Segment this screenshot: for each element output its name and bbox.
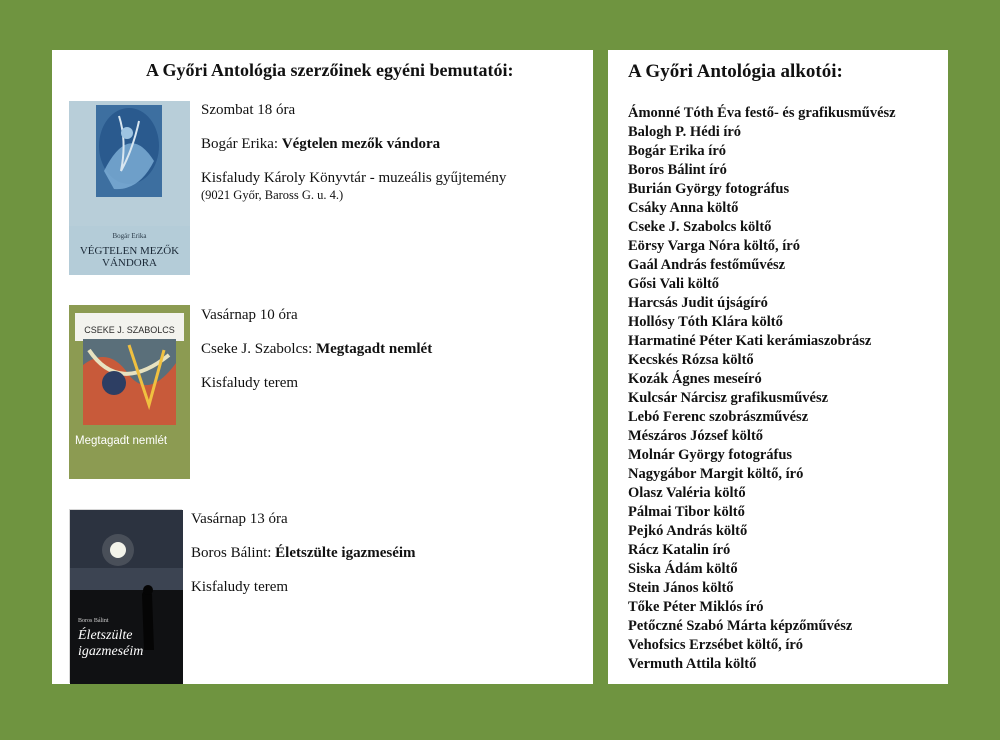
creator-item: Cseke J. Szabolcs költő [628, 219, 772, 235]
cover-title: VÉGTELEN MEZŐK VÁNDORA [79, 245, 180, 269]
creator-item: Pejkó András költő [628, 523, 748, 539]
cover-author: CSEKE J. SZABOLCS [84, 325, 175, 335]
creator-item: Vehofsics Erzsébet költő, író [628, 637, 804, 653]
event-author: Bogár Erika: [201, 136, 279, 152]
creator-item: Rácz Katalin író [628, 542, 731, 558]
event-address: (9021 Győr, Baross G. u. 4.) [201, 188, 344, 202]
creator-item: Gősi Vali költő [628, 276, 720, 292]
creator-item: Harmatiné Péter Kati kerámiaszobrász [628, 333, 872, 349]
event-venue: Kisfaludy Károly Könyvtár - muzeális gyűjtemény [201, 170, 507, 186]
event-book-title: Megtagadt nemlét [315, 341, 433, 357]
creator-item: Kozák Ágnes meseíró [628, 371, 762, 387]
creator-item: Kulcsár Nárcisz grafikusművész [628, 390, 829, 406]
creator-item: Tőke Péter Miklós író [628, 599, 764, 615]
creators-title: A Győri Antológia alkotói: [628, 61, 843, 82]
cover-author: Boros Bálint [78, 618, 109, 624]
creator-item: Siska Ádám költő [628, 561, 738, 577]
creator-item: Csáky Anna költő [628, 200, 739, 216]
creator-item: Petőczné Szabó Márta képzőművész [628, 618, 853, 634]
event-2 [201, 306, 432, 392]
events-title: A Győri Antológia szerzőinek egyéni bemutatói: [146, 60, 514, 80]
event-book-line [201, 340, 432, 358]
event-time: Vasárnap 10 óra [201, 307, 298, 323]
event-book-line [191, 544, 416, 562]
creator-item: Kecskés Rózsa költő [628, 352, 754, 368]
book-cover-vegtelen-mezok-vandora [69, 101, 190, 275]
event-1 [201, 101, 506, 203]
event-book-title: Végtelen mezők vándora [281, 136, 441, 152]
event-venue: Kisfaludy terem [201, 375, 299, 391]
events-panel [52, 50, 593, 684]
creator-item: Molnár György fotográfus [628, 447, 793, 463]
event-3 [191, 510, 416, 596]
creator-item: Mészáros József költő [628, 428, 764, 444]
creator-item: Lebó Ferenc szobrászművész [628, 409, 809, 425]
creator-item: Harcsás Judit újságíró [628, 295, 768, 311]
book-cover-eletszulte-igazmeseim [69, 509, 182, 683]
creators-panel [608, 50, 948, 684]
creator-item: Pálmai Tibor költő [628, 504, 745, 520]
event-author: Cseke J. Szabolcs: [201, 341, 313, 357]
book-cover-megtagadt-nemlet [69, 305, 190, 479]
event-time: Szombat 18 óra [201, 102, 296, 118]
event-author: Boros Bálint: [191, 545, 272, 561]
cover-title: Életszülte igazmeséim [78, 628, 144, 659]
creator-item: Olasz Valéria költő [628, 485, 746, 501]
creator-item: Boros Bálint író [628, 162, 727, 178]
cover-author: Bogár Erika [112, 232, 147, 240]
event-book-title: Életszülte igazmeséim [275, 545, 416, 561]
creator-item: Ámonné Tóth Éva festő- és grafikusművész [628, 105, 896, 121]
creator-item: Burián György fotográfus [628, 181, 790, 197]
creator-item: Bogár Erika író [628, 143, 727, 159]
event-time: Vasárnap 13 óra [191, 511, 288, 527]
creator-item: Gaál András festőművész [628, 257, 786, 273]
creator-item: Hollósy Tóth Klára költő [628, 314, 783, 330]
creators-list [628, 104, 896, 674]
creator-item: Vermuth Attila költő [628, 656, 757, 672]
creator-item: Balogh P. Hédi író [628, 124, 742, 140]
creator-item: Stein János költő [628, 580, 734, 596]
event-venue: Kisfaludy terem [191, 579, 289, 595]
creator-item: Eörsy Varga Nóra költő, író [628, 238, 800, 254]
cover-title: Megtagadt nemlét [75, 435, 168, 447]
creator-item: Nagygábor Margit költő, író [628, 466, 804, 482]
event-book-line [201, 135, 506, 153]
